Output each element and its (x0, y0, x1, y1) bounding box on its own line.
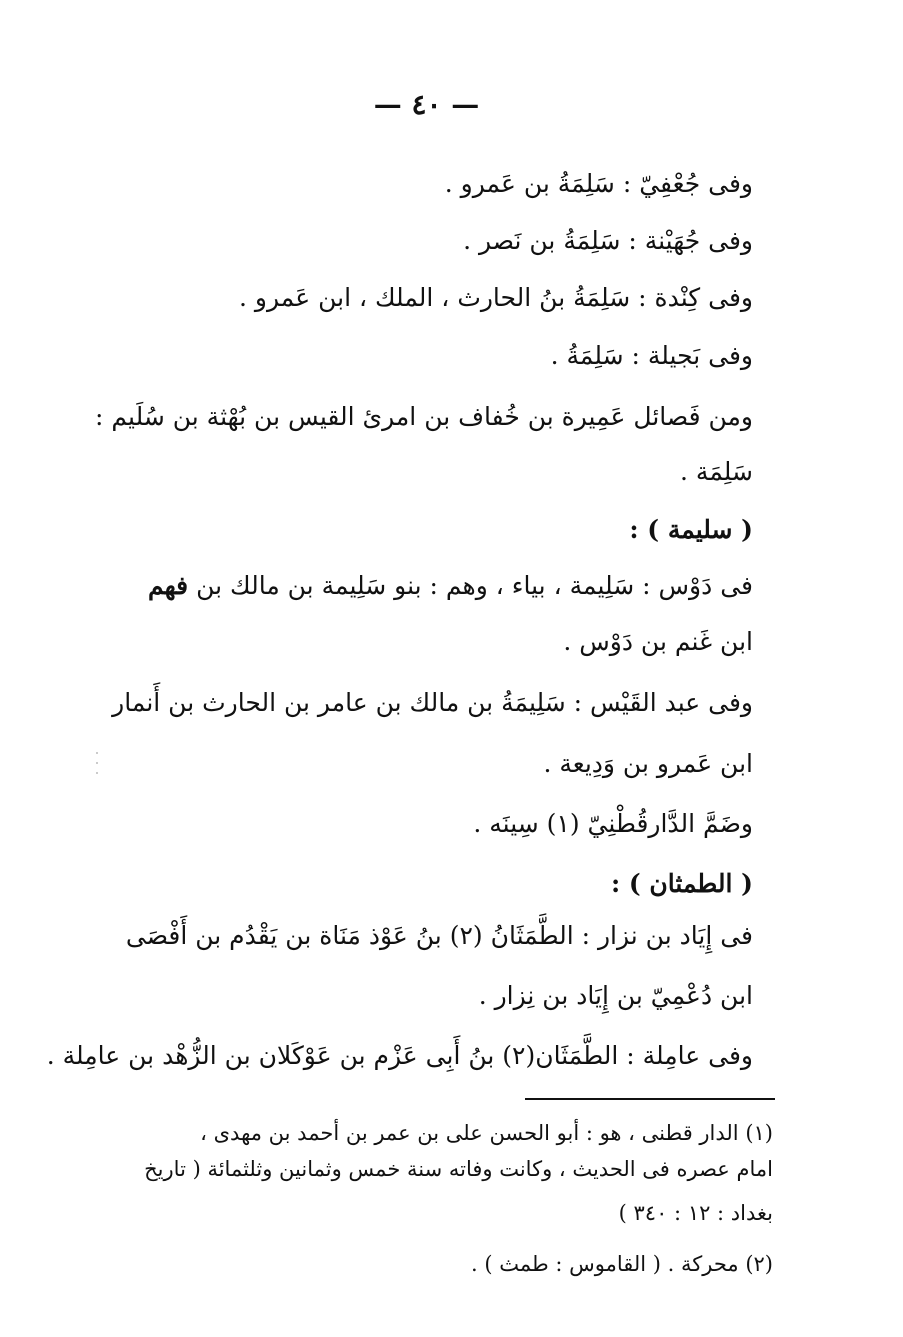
footnote-divider (525, 1098, 775, 1100)
text-line (148, 566, 753, 606)
text-line: سَلِمَة . (680, 457, 753, 486)
text-line: وفى جُهَيْنة : سَلِمَةُ بن نَصر . (463, 226, 753, 255)
footnote-line: (٢) محركة . ( القاموس : طمث ) . (471, 1252, 773, 1276)
text-run: فى دَوْس : سَلِيمة ، بياء ، وهم : بنو سَلِيمة بن مالك بن (196, 571, 753, 600)
text-line: وفى جُعْفِيّ : سَلِمَةُ بن عَمرو . (444, 169, 753, 198)
footnote-line: بغداد : ١٢ : ٣٤٠ ) (618, 1201, 773, 1225)
section-heading: ( سليمة ) : (629, 515, 753, 544)
text-line: فى إِيَاد بن نزار : الطَّمَثَانُ (٢) بنُ عَوْذ مَنَاة بن يَقْدُم بن أَفْصَى (125, 921, 753, 950)
text-line: وفى كِنْدة : سَلِمَةُ بنُ الحارث ، الملك ، ابن عَمرو . (239, 283, 753, 312)
text-line: وفى بَجيلة : سَلِمَةُ . (550, 341, 753, 370)
text-line: ابن غَنم بن دَوْس . (563, 627, 753, 656)
text-line: ومن فَصائل عَمِيرة بن خُفاف بن امرئ القيس بن بُهْثة بن سُلَيم : (95, 402, 753, 431)
scan-speck (96, 762, 98, 764)
text-run-bold: فهم (148, 571, 189, 600)
page-number: — ٤٠ — (373, 88, 480, 121)
text-line: وضَمَّ الدَّارقُطْنِيّ (١) سِينَه . (473, 809, 753, 838)
scan-speck (96, 752, 98, 754)
footnote-line: امام عصره فى الحديث ، وكانت وفاته سنة خمس وثمانين وثلثمائة ( تاريخ (144, 1157, 773, 1181)
text-line: ابن عَمرو بن وَدِيعة . (543, 749, 753, 778)
text-line: ابن دُعْمِيّ بن إِيَاد بن نِزار . (478, 981, 753, 1010)
section-heading: ( الطمثان ) : (610, 869, 753, 898)
text-line: وفى عامِلة : الطَّمَثَان(٢) بنُ أَبِى عَزْم بن عَوْكَلان بن الزُّهْد بن عامِلة . (46, 1041, 753, 1070)
footnote-line: (١) الدار قطنى ، هو : أبو الحسن على بن عمر بن أحمد بن مهدى ، (200, 1121, 773, 1145)
text-line: وفى عبد القَيْس : سَلِيمَةُ بن مالك بن عامر بن الحارث بن أَنمار (112, 688, 753, 717)
scan-speck (96, 772, 98, 774)
